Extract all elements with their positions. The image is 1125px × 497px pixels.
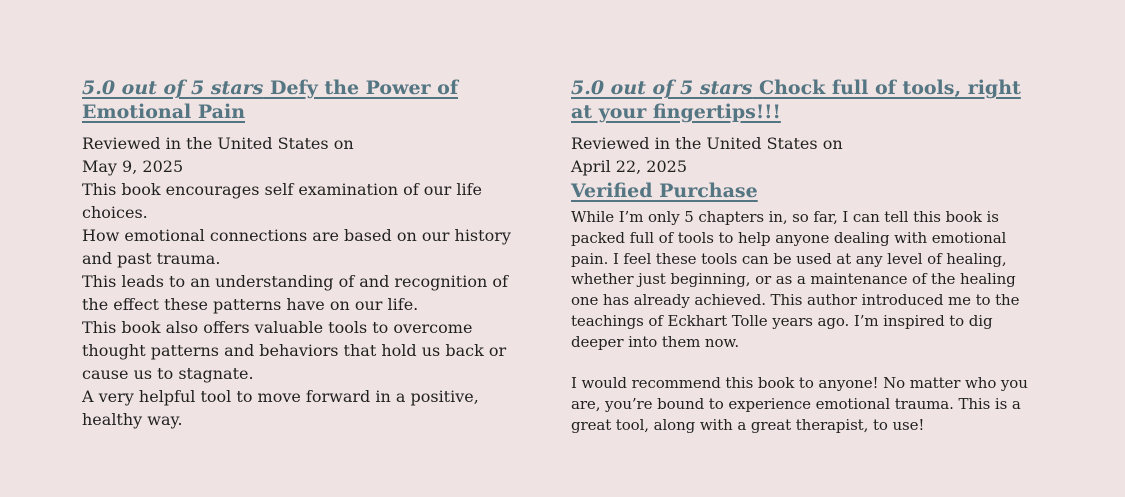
- review-paragraph: How emotional connections are based on our history and past trauma.: [82, 226, 511, 268]
- review-date: April 22, 2025: [571, 157, 688, 176]
- star-rating-text: 5.0 out of 5 stars: [571, 77, 753, 99]
- review-card: [82, 76, 532, 431]
- review-location: Reviewed in the United States on: [571, 134, 843, 153]
- verified-purchase-link[interactable]: Verified Purchase: [571, 180, 758, 202]
- review-title-link[interactable]: [82, 76, 532, 124]
- review-paragraph: This book encourages self examination of our life choices.: [82, 180, 483, 222]
- review-paragraph: This book also offers valuable tools to overcome thought patterns and behaviors that hold us back or cause us to stagnate.: [82, 318, 507, 383]
- review-title-link[interactable]: [571, 76, 1047, 124]
- review-title-text: Chock full of tools, right at your fingertips!!!: [571, 77, 1021, 123]
- review-body: [571, 207, 1047, 436]
- review-body: [82, 178, 532, 431]
- review-date: May 9, 2025: [82, 157, 184, 176]
- review-paragraph: I would recommend this book to anyone! No matter who you are, you’re bound to experience emotional trauma. This is a great tool, along with a great therapist, to use!: [571, 374, 1028, 434]
- review-paragraph: While I’m only 5 chapters in, so far, I can tell this book is packed full of tools to help anyone dealing with emotional pain. I feel these tools can be used at any level of healing, whether just beginning, or as a maintenance of the healing one has already achieved. This author introduced me to the teachings of Eckhart Tolle years ago. I’m inspired to dig deeper into them now.: [571, 208, 1020, 351]
- star-rating-text: 5.0 out of 5 stars: [82, 77, 264, 99]
- review-paragraph: This leads to an understanding of and recognition of the effect these patterns have on our life.: [82, 272, 508, 314]
- review-location: Reviewed in the United States on: [82, 134, 354, 153]
- review-card: [571, 76, 1047, 436]
- review-paragraph: A very helpful tool to move forward in a positive, healthy way.: [82, 387, 479, 429]
- review-title-text: Defy the Power of Emotional Pain: [82, 77, 459, 123]
